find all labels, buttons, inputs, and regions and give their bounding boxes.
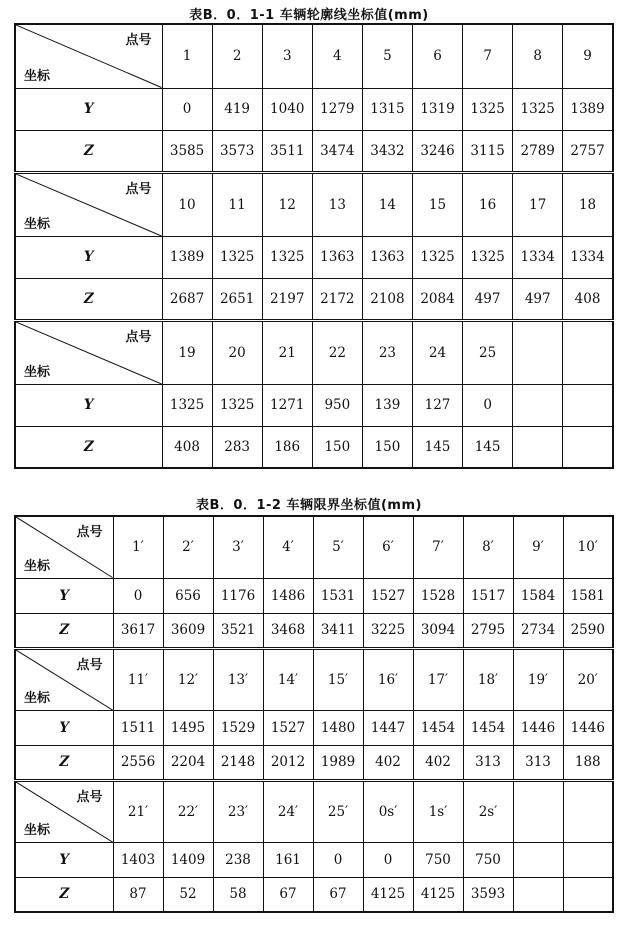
corner-label-point: 点号 [125, 181, 152, 197]
value-cell: 2172 [312, 278, 362, 320]
point-number-cell: 6′ [363, 516, 413, 578]
value-cell: 3511 [262, 130, 312, 172]
header-row [15, 780, 613, 842]
corner-label-coordinate: 坐标 [24, 216, 51, 232]
point-number-cell: 0s′ [363, 780, 413, 842]
coordinate-row-z [15, 613, 613, 648]
corner-label-point: 点号 [76, 789, 103, 805]
value-cell: 2757 [563, 130, 613, 172]
value-cell: 2556 [113, 745, 163, 780]
corner-cell [15, 648, 113, 710]
value-cell: 127 [412, 384, 462, 426]
value-cell: 2148 [213, 745, 263, 780]
coordinate-row-z [15, 745, 613, 780]
corner-cell [15, 24, 162, 88]
value-cell: 2204 [163, 745, 213, 780]
point-number-cell: 15 [412, 172, 462, 236]
header-row [15, 648, 613, 710]
value-cell: 3468 [263, 613, 313, 648]
value-cell: 1480 [313, 710, 363, 745]
value-cell: 67 [263, 877, 313, 912]
value-cell: 1389 [162, 236, 212, 278]
point-number-cell [563, 320, 613, 384]
corner-label-point: 点号 [125, 33, 152, 48]
value-cell: 145 [463, 426, 513, 468]
value-cell: 3225 [363, 613, 413, 648]
value-cell: 1454 [413, 710, 463, 745]
point-number-cell: 10′ [563, 516, 613, 578]
value-cell: 2734 [513, 613, 563, 648]
value-cell: 1325 [463, 236, 513, 278]
coordinate-row-y [15, 710, 613, 745]
value-cell: 750 [413, 842, 463, 877]
corner-cell [15, 516, 113, 578]
value-cell: 1584 [513, 578, 563, 613]
value-cell: 2108 [362, 278, 412, 320]
value-cell: 52 [163, 877, 213, 912]
point-number-cell: 7′ [413, 516, 463, 578]
value-cell: 161 [263, 842, 313, 877]
point-number-cell: 11′ [113, 648, 163, 710]
value-cell: 750 [463, 842, 513, 877]
coordinate-row-y [15, 842, 613, 877]
value-cell [563, 384, 613, 426]
value-cell: 4125 [413, 877, 463, 912]
value-cell: 1989 [313, 745, 363, 780]
value-cell: 150 [362, 426, 412, 468]
value-cell: 419 [212, 88, 262, 130]
value-cell: 1511 [113, 710, 163, 745]
point-number-cell: 4′ [263, 516, 313, 578]
value-cell: 3432 [362, 130, 412, 172]
value-cell [563, 426, 613, 468]
value-cell: 0 [463, 384, 513, 426]
value-cell: 1495 [163, 710, 213, 745]
value-cell: 145 [412, 426, 462, 468]
coordinate-row-y [15, 578, 613, 613]
row-label-z: Z [15, 426, 162, 468]
value-cell: 0 [113, 578, 163, 613]
value-cell: 402 [413, 745, 463, 780]
row-label-y: Y [15, 236, 162, 278]
point-number-cell: 18′ [463, 648, 513, 710]
point-number-cell: 1 [162, 24, 212, 88]
point-number-cell: 17′ [413, 648, 463, 710]
row-label-y: Y [15, 88, 162, 130]
coordinate-row-z [15, 278, 613, 320]
value-cell: 656 [163, 578, 213, 613]
value-cell: 1325 [412, 236, 462, 278]
value-cell: 1527 [263, 710, 313, 745]
value-cell: 2084 [412, 278, 462, 320]
value-cell: 1403 [113, 842, 163, 877]
value-cell: 2795 [463, 613, 513, 648]
value-cell: 3573 [212, 130, 262, 172]
point-number-cell: 15′ [313, 648, 363, 710]
table1-title: 表B．0．1-1 车辆轮廓线坐标值(mm) [189, 8, 429, 23]
value-cell: 1325 [463, 88, 513, 130]
value-cell: 402 [363, 745, 413, 780]
value-cell: 408 [563, 278, 613, 320]
corner-label-point: 点号 [76, 657, 103, 673]
value-cell: 1040 [262, 88, 312, 130]
value-cell: 3617 [113, 613, 163, 648]
value-cell: 2590 [563, 613, 613, 648]
row-label-y: Y [15, 710, 113, 745]
value-cell: 3094 [413, 613, 463, 648]
point-number-cell [513, 780, 563, 842]
corner-label-coordinate: 坐标 [24, 68, 51, 84]
point-number-cell: 25′ [313, 780, 363, 842]
value-cell: 1334 [513, 236, 563, 278]
value-cell: 1271 [262, 384, 312, 426]
value-cell: 87 [113, 877, 163, 912]
value-cell: 3585 [162, 130, 212, 172]
value-cell: 2789 [513, 130, 563, 172]
point-number-cell: 22′ [163, 780, 213, 842]
value-cell: 1315 [362, 88, 412, 130]
coordinate-row-z [15, 130, 613, 172]
value-cell: 0 [313, 842, 363, 877]
point-number-cell: 25 [463, 320, 513, 384]
value-cell: 1409 [163, 842, 213, 877]
value-cell: 67 [313, 877, 363, 912]
value-cell [513, 877, 563, 912]
point-number-cell: 14′ [263, 648, 313, 710]
point-number-cell: 18 [563, 172, 613, 236]
value-cell: 3474 [312, 130, 362, 172]
value-cell: 3609 [163, 613, 213, 648]
point-number-cell: 2 [212, 24, 262, 88]
point-number-cell: 10 [162, 172, 212, 236]
point-number-cell: 22 [312, 320, 362, 384]
value-cell: 3521 [213, 613, 263, 648]
row-label-z: Z [15, 877, 113, 912]
corner-cell [15, 172, 162, 236]
point-number-cell: 9 [563, 24, 613, 88]
header-row [15, 172, 613, 236]
value-cell: 3115 [463, 130, 513, 172]
value-cell: 1325 [262, 236, 312, 278]
point-number-cell: 2′ [163, 516, 213, 578]
row-label-y: Y [15, 578, 113, 613]
point-number-cell: 3′ [213, 516, 263, 578]
point-number-cell: 23′ [213, 780, 263, 842]
corner-label-coordinate: 坐标 [24, 822, 51, 838]
value-cell: 1446 [513, 710, 563, 745]
value-cell: 2197 [262, 278, 312, 320]
point-number-cell: 4 [312, 24, 362, 88]
corner-label-point: 点号 [125, 329, 152, 345]
value-cell: 1454 [463, 710, 513, 745]
corner-cell [15, 780, 113, 842]
value-cell: 1325 [513, 88, 563, 130]
coordinate-row-z [15, 426, 613, 468]
point-number-cell: 2s′ [463, 780, 513, 842]
value-cell: 1363 [362, 236, 412, 278]
value-cell: 1528 [413, 578, 463, 613]
value-cell: 1279 [312, 88, 362, 130]
value-cell: 1447 [363, 710, 413, 745]
value-cell: 408 [162, 426, 212, 468]
value-cell: 0 [363, 842, 413, 877]
point-number-cell: 9′ [513, 516, 563, 578]
point-number-cell: 13′ [213, 648, 263, 710]
point-number-cell: 16′ [363, 648, 413, 710]
point-number-cell: 7 [463, 24, 513, 88]
point-number-cell: 24 [412, 320, 462, 384]
value-cell: 1517 [463, 578, 513, 613]
point-number-cell: 5 [362, 24, 412, 88]
point-number-cell: 11 [212, 172, 262, 236]
value-cell: 1581 [563, 578, 613, 613]
value-cell: 1176 [213, 578, 263, 613]
point-number-cell: 6 [412, 24, 462, 88]
value-cell: 139 [362, 384, 412, 426]
corner-label-coordinate: 坐标 [24, 364, 51, 380]
corner-label-coordinate: 坐标 [24, 690, 51, 706]
value-cell: 238 [213, 842, 263, 877]
value-cell: 1529 [213, 710, 263, 745]
point-number-cell: 23 [362, 320, 412, 384]
row-label-z: Z [15, 130, 162, 172]
value-cell: 1446 [563, 710, 613, 745]
value-cell: 2012 [263, 745, 313, 780]
point-number-cell: 13 [312, 172, 362, 236]
coordinate-row-z [15, 877, 613, 912]
value-cell: 2651 [212, 278, 262, 320]
coordinate-row-y [15, 384, 613, 426]
value-cell: 313 [513, 745, 563, 780]
value-cell: 1319 [412, 88, 462, 130]
value-cell: 283 [212, 426, 262, 468]
point-number-cell: 8 [513, 24, 563, 88]
point-number-cell: 1′ [113, 516, 163, 578]
value-cell: 1325 [212, 236, 262, 278]
point-number-cell: 24′ [263, 780, 313, 842]
value-cell: 150 [312, 426, 362, 468]
point-number-cell [513, 320, 563, 384]
value-cell: 3593 [463, 877, 513, 912]
value-cell: 1325 [212, 384, 262, 426]
point-number-cell [563, 780, 613, 842]
value-cell: 950 [312, 384, 362, 426]
point-number-cell: 21′ [113, 780, 163, 842]
value-cell: 0 [162, 88, 212, 130]
value-cell [513, 384, 563, 426]
row-label-z: Z [15, 745, 113, 780]
value-cell: 1325 [162, 384, 212, 426]
point-number-cell: 16 [463, 172, 513, 236]
point-number-cell: 19′ [513, 648, 563, 710]
point-number-cell: 12′ [163, 648, 213, 710]
value-cell: 313 [463, 745, 513, 780]
value-cell [513, 426, 563, 468]
table1-vehicle-contour [14, 23, 614, 469]
point-number-cell: 5′ [313, 516, 363, 578]
value-cell: 1334 [563, 236, 613, 278]
value-cell: 1531 [313, 578, 363, 613]
point-number-cell: 8′ [463, 516, 513, 578]
header-row [15, 320, 613, 384]
value-cell [563, 842, 613, 877]
row-label-y: Y [15, 842, 113, 877]
value-cell [563, 877, 613, 912]
corner-label-point: 点号 [76, 525, 103, 540]
value-cell: 1527 [363, 578, 413, 613]
corner-label-coordinate: 坐标 [24, 558, 51, 574]
value-cell: 3246 [412, 130, 462, 172]
value-cell: 1486 [263, 578, 313, 613]
point-number-cell: 1s′ [413, 780, 463, 842]
value-cell: 497 [463, 278, 513, 320]
value-cell: 188 [563, 745, 613, 780]
point-number-cell: 20 [212, 320, 262, 384]
point-number-cell: 12 [262, 172, 312, 236]
value-cell: 4125 [363, 877, 413, 912]
point-number-cell: 21 [262, 320, 312, 384]
value-cell [513, 842, 563, 877]
point-number-cell: 3 [262, 24, 312, 88]
row-label-y: Y [15, 384, 162, 426]
table2-vehicle-gauge [14, 515, 614, 913]
header-row [15, 516, 613, 578]
value-cell: 2687 [162, 278, 212, 320]
value-cell: 186 [262, 426, 312, 468]
value-cell: 497 [513, 278, 563, 320]
row-label-z: Z [15, 278, 162, 320]
table2-title: 表B．0．1-2 车辆限界坐标值(mm) [196, 498, 422, 513]
coordinate-row-y [15, 88, 613, 130]
point-number-cell: 20′ [563, 648, 613, 710]
point-number-cell: 14 [362, 172, 412, 236]
value-cell: 3411 [313, 613, 363, 648]
coordinate-row-y [15, 236, 613, 278]
value-cell: 1389 [563, 88, 613, 130]
corner-cell [15, 320, 162, 384]
value-cell: 58 [213, 877, 263, 912]
point-number-cell: 17 [513, 172, 563, 236]
value-cell: 1363 [312, 236, 362, 278]
row-label-z: Z [15, 613, 113, 648]
header-row [15, 24, 613, 88]
point-number-cell: 19 [162, 320, 212, 384]
